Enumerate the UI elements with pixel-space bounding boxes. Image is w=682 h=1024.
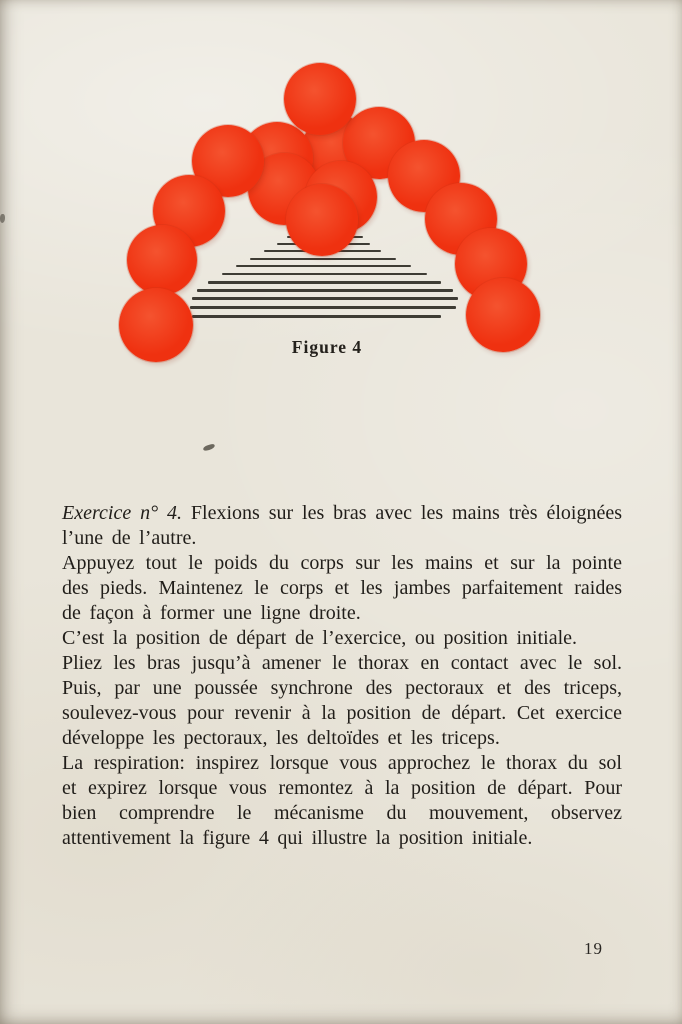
paragraph-breathing: La respiration: inspirez lorsque vous approchez le thorax du sol et expirez lorsque vous remontez à la position de départ. Pour bien comprendre le mécanisme du mouvement, observez attentivement la figure 4 qui illustre la position initiale. [62, 752, 622, 849]
figure-circle [284, 63, 356, 135]
paragraph-exercise-title [62, 501, 622, 551]
paragraph-position: Appuyez tout le poids du corps sur les mains et sur la pointe des pieds. Maintenez le corps et les jambes parfaitement raides de façon à former une ligne droite. [62, 552, 622, 624]
page-number: 19 [584, 939, 603, 958]
figure-caption: Figure 4 [291, 337, 363, 357]
paragraph-text: Flexions sur les bras avec les mains très éloignées l’une de l’autre. [62, 502, 622, 549]
figure-circle [466, 278, 540, 352]
figure-circle [119, 288, 193, 362]
exercise-number-label: Exercice n° 4. [62, 502, 182, 524]
figure-circle [286, 184, 358, 256]
figure-circle [127, 225, 197, 295]
paragraph-start-position: C’est la position de départ de l’exercice, ou position initiale. [62, 627, 578, 649]
paragraph-movement: Pliez les bras jusqu’à amener le thorax en contact avec le sol. Puis, par une poussée synchrone des pectoraux et des triceps, soulevez-vous pour revenir à la position de départ. Cet exercice développe les pectoraux, les deltoïdes et les triceps. [62, 652, 622, 749]
exercise-text-block [62, 501, 622, 851]
